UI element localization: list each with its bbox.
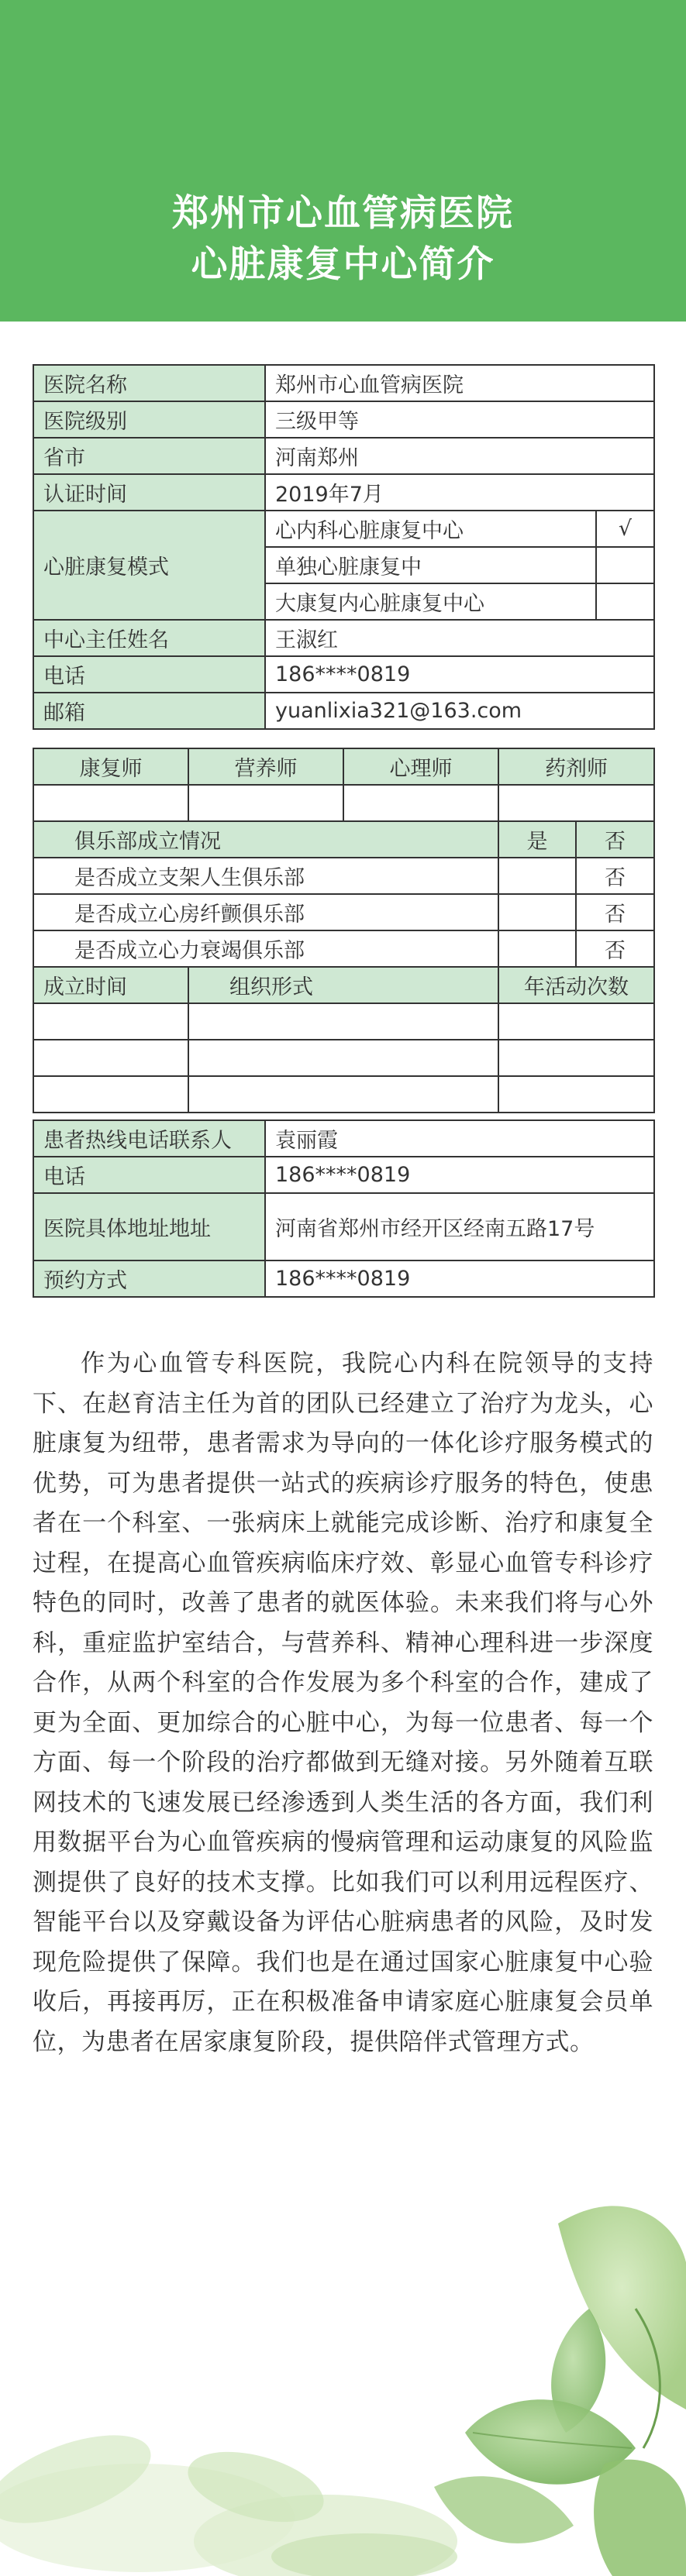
- page-subtitle: 心脏康复中心简介: [191, 243, 495, 286]
- activity-header: 成立时间: [33, 967, 188, 1003]
- leaf-decoration: [0, 2154, 686, 2576]
- table-row: [33, 1157, 654, 1193]
- activity-cell: [33, 1040, 188, 1076]
- club-header-no: 否: [576, 821, 654, 858]
- hotline-contact-value: 袁丽霞: [265, 1120, 654, 1157]
- table-row: [33, 894, 654, 930]
- club-row-yes: [498, 858, 576, 894]
- table-row: [33, 693, 654, 729]
- activity-cell: [188, 1003, 498, 1040]
- hospital-name-label: 医院名称: [33, 365, 265, 401]
- staff-header: 心理师: [343, 748, 498, 785]
- hospital-level-label: 医院级别: [33, 401, 265, 438]
- appointment-value: 186****0819: [265, 1260, 654, 1297]
- staff-header: 康复师: [33, 748, 188, 785]
- rehab-mode-checkmark: √: [596, 511, 654, 547]
- table-row: [33, 930, 654, 967]
- rehab-mode-option: 心内科心脏康复中心: [265, 511, 596, 547]
- table-row: [33, 474, 654, 511]
- table-row: [33, 821, 654, 858]
- hospital-level-value: 三级甲等: [265, 401, 654, 438]
- staff-cell: [343, 785, 498, 821]
- page-title: 郑州市心血管病医院: [172, 192, 514, 235]
- leaf-shape: [594, 2460, 686, 2576]
- intro-paragraph: 作为心血管专科医院，我院心内科在院领导的支持下、在赵育洁主任为首的团队已经建立了治疗为龙头，心脏康复为纽带，患者需求为导向的一体化诊疗服务模式的优势，可为患者提供一站式的疾病诊疗服务的特色，使患者在一个科室、一张病床上就能完成诊断、治疗和康复全过程，在提高心血管疾病临床疗效、彰显心血管专科诊疗特色的同时，改善了患者的就医体验。未来我们将与心外科，重症监护室结合，与营养科、精神心理科进一步深度合作，从两个科室的合作发展为多个科室的合作，建成了更为全面、更加综合的心脏中心，为每一位患者、每一个方面、每一个阶段的治疗都做到无缝对接。另外随着互联网技术的飞速发展已经渗透到人类生活的各方面，我们利用数据平台为心血管疾病的慢病管理和运动康复的风险监测提供了良好的技术支撑。比如我们可以利用远程医疗、智能平台以及穿戴设备为评估心脏病患者的风险，及时发现危险提供了保障。我们也是在通过国家心脏康复中心验收后，再接再厉，正在积极准备申请家庭心脏康复会员单位，为患者在居家康复阶段，提供陪伴式管理方式。: [33, 1350, 653, 2056]
- table-row: [33, 858, 654, 894]
- hospital-name-value: 郑州市心血管病医院: [265, 365, 654, 401]
- table-row: [33, 785, 654, 821]
- table-row: [33, 1120, 654, 1157]
- table-row: [33, 511, 654, 547]
- email-value: yuanlixia321@163.com: [265, 693, 654, 729]
- staff-table: [33, 748, 655, 822]
- staff-cell: [33, 785, 188, 821]
- club-header-label: 俱乐部成立情况: [33, 821, 498, 858]
- director-name-value: 王淑红: [265, 620, 654, 656]
- contact-phone-value: 186****0819: [265, 1157, 654, 1193]
- activity-cell: [498, 1040, 654, 1076]
- hospital-info-table: [33, 364, 655, 730]
- activity-cell: [498, 1076, 654, 1113]
- table-row: [33, 748, 654, 785]
- club-row-no: 否: [576, 930, 654, 967]
- staff-header: 营养师: [188, 748, 343, 785]
- certification-time-label: 认证时间: [33, 474, 265, 511]
- rehab-mode-checkmark: [596, 583, 654, 620]
- address-label: 医院具体地址地址: [33, 1193, 265, 1260]
- club-row-no: 否: [576, 858, 654, 894]
- staff-header: 药剂师: [498, 748, 654, 785]
- table-row: [33, 620, 654, 656]
- table-row: [33, 967, 654, 1003]
- activity-header: 组织形式: [188, 967, 498, 1003]
- table-row: [33, 1260, 654, 1297]
- address-value: 河南省郑州市经开区经南五路17号: [265, 1193, 654, 1260]
- table-row: [33, 1193, 654, 1260]
- activity-cell: [498, 1003, 654, 1040]
- table-row: [33, 401, 654, 438]
- table-row: [33, 1040, 654, 1076]
- contact-table: [33, 1119, 655, 1298]
- club-row-yes: [498, 930, 576, 967]
- club-table: [33, 820, 655, 968]
- table-row: [33, 1003, 654, 1040]
- activity-cell: [188, 1040, 498, 1076]
- table-row: [33, 438, 654, 474]
- activity-cell: [33, 1003, 188, 1040]
- table-row: [33, 1076, 654, 1113]
- rehab-mode-option: 大康复内心脏康复中心: [265, 583, 596, 620]
- club-row-no: 否: [576, 894, 654, 930]
- staff-cell: [188, 785, 343, 821]
- table-row: [33, 656, 654, 693]
- club-row-label: 是否成立心房纤颤俱乐部: [33, 894, 498, 930]
- province-city-label: 省市: [33, 438, 265, 474]
- activity-cell: [188, 1076, 498, 1113]
- club-row-yes: [498, 894, 576, 930]
- table-row: [33, 365, 654, 401]
- rehab-mode-label: 心脏康复模式: [33, 511, 265, 620]
- appointment-label: 预约方式: [33, 1260, 265, 1297]
- certification-time-value: 2019年7月: [265, 474, 654, 511]
- activity-cell: [33, 1076, 188, 1113]
- club-row-label: 是否成立支架人生俱乐部: [33, 858, 498, 894]
- phone-value: 186****0819: [265, 656, 654, 693]
- hotline-contact-label: 患者热线电话联系人: [33, 1120, 265, 1157]
- activity-table: [33, 966, 655, 1113]
- province-city-value: 河南郑州: [265, 438, 654, 474]
- director-name-label: 中心主任姓名: [33, 620, 265, 656]
- rehab-mode-checkmark: [596, 547, 654, 583]
- staff-cell: [498, 785, 654, 821]
- rehab-mode-option: 单独心脏康复中: [265, 547, 596, 583]
- header-banner: [0, 0, 686, 322]
- activity-header: 年活动次数: [498, 967, 654, 1003]
- contact-phone-label: 电话: [33, 1157, 265, 1193]
- club-header-yes: 是: [498, 821, 576, 858]
- email-label: 邮箱: [33, 693, 265, 729]
- club-row-label: 是否成立心力衰竭俱乐部: [33, 930, 498, 967]
- phone-label: 电话: [33, 656, 265, 693]
